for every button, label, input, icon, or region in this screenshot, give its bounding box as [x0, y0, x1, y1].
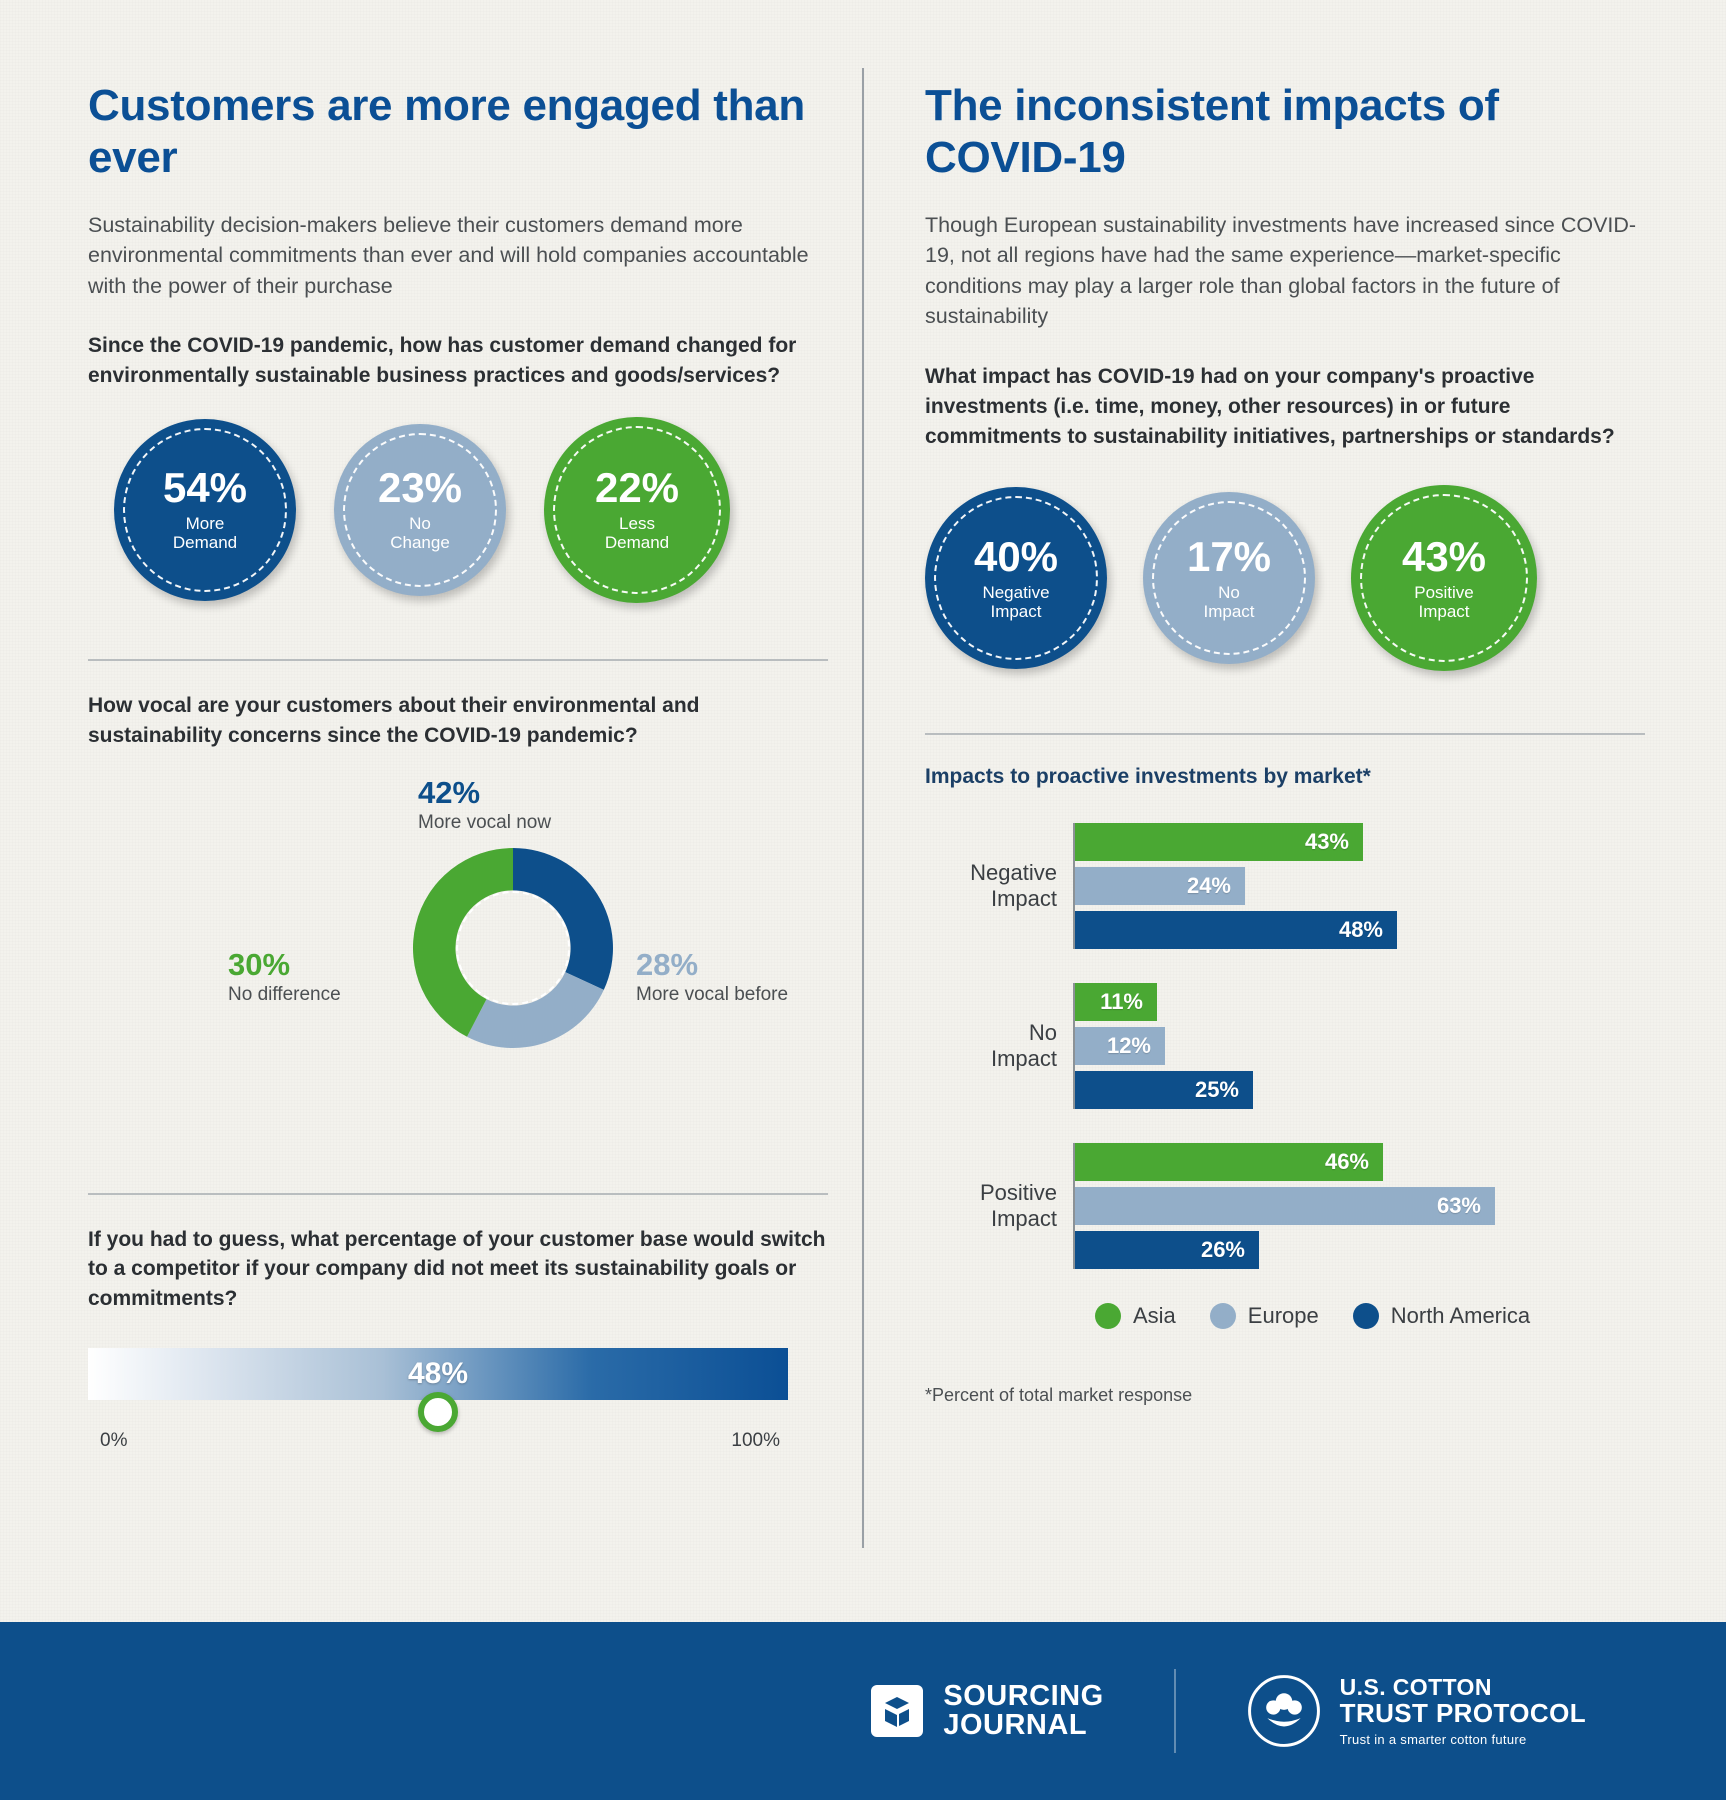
right-bubble-3 [1351, 485, 1537, 671]
legend-label: North America [1390, 1303, 1531, 1329]
left-column [88, 80, 828, 1454]
sourcing-journal-mark-icon [869, 1683, 925, 1739]
sourcing-journal-wordmark [943, 1682, 1103, 1740]
donut-label-more-vocal-now [418, 774, 552, 834]
left-question-2: How vocal are your customers about their environmental and sustainability concerns since the COVID-19 pandemic? [88, 693, 700, 747]
donut-value-top: 42% [418, 774, 481, 810]
left-bubble-1 [114, 419, 296, 601]
sj-line-1: SOURCING [943, 1680, 1104, 1712]
bar-value-label: 48% [1338, 917, 1383, 943]
bar-europe-3 [1075, 1187, 1495, 1225]
bar-group-3 [925, 1143, 1625, 1269]
left-question-1: Since the COVID-19 pandemic, how has customer demand changed for environmentally sustainable business practices and goods/services? [88, 334, 797, 388]
bar-europe-1 [1075, 867, 1245, 905]
us-cotton-trust-protocol-logo [1246, 1673, 1586, 1749]
left-bubble-2 [334, 424, 506, 596]
legend-item-europe [1210, 1303, 1319, 1329]
bar-value-label: 26% [1200, 1237, 1245, 1263]
donut-text-right: More vocal before [636, 983, 789, 1005]
legend-label: Asia [1133, 1303, 1176, 1329]
donut-chart [408, 843, 618, 1053]
left-bubble-3-label: Less Demand [604, 514, 670, 553]
bar-group-2 [925, 983, 1625, 1109]
bar-group-3-label: Positive Impact [979, 1179, 1057, 1232]
left-divider-1 [88, 659, 828, 661]
donut-text-top: More vocal now [418, 811, 552, 833]
cotton-boll-icon [1246, 1673, 1322, 1749]
cotton-line-2: TRUST PROTOCOL [1339, 1697, 1586, 1728]
left-question-3: If you had to guess, what percentage of your customer base would switch to a competitor if your company did not meet its sustainability goals or commitments? [88, 1227, 826, 1311]
bar-north-america-3 [1075, 1231, 1259, 1269]
legend-swatch-icon [1095, 1303, 1121, 1329]
right-intro-text: Though European sustainability investments have increased since COVID-19, not all regions have had the same experience—market-specific conditions may play a larger role than global factors in the future of sustainability [925, 212, 1637, 329]
bar-north-america-1 [1075, 911, 1397, 949]
bar-chart-footnote: *Percent of total market response [925, 1385, 1193, 1406]
bar-group-3-bars [1073, 1143, 1495, 1269]
left-bubble-3-value: 22% [594, 464, 680, 512]
cotton-tagline: Trust in a smarter cotton future [1339, 1731, 1527, 1747]
donut-value-right: 28% [636, 946, 699, 982]
bar-europe-2 [1075, 1027, 1165, 1065]
cotton-wordmark [1340, 1675, 1586, 1746]
sourcing-journal-logo [869, 1682, 1103, 1740]
right-bubble-1-value: 40% [973, 532, 1059, 580]
bar-value-label: 24% [1186, 873, 1231, 899]
left-divider-2 [88, 1193, 828, 1195]
bar-value-label: 12% [1106, 1033, 1151, 1059]
left-bubble-2-label: No Change [390, 514, 450, 553]
right-bubble-2-value: 17% [1186, 532, 1272, 580]
right-bubble-3-label: Positive Impact [1414, 582, 1474, 621]
left-bubble-group [114, 417, 828, 603]
donut-label-more-vocal-before [636, 946, 856, 1006]
right-bubble-3-value: 43% [1401, 532, 1487, 580]
bar-value-label: 43% [1304, 829, 1349, 855]
legend-swatch-icon [1353, 1303, 1379, 1329]
left-title: Customers are more engaged than ever [88, 81, 805, 182]
right-column [925, 80, 1645, 1406]
bar-group-2-label: No Impact [990, 1019, 1057, 1072]
legend-item-north-america [1353, 1303, 1530, 1329]
right-bubble-2 [1143, 492, 1315, 664]
legend-label: Europe [1247, 1303, 1319, 1329]
left-bubble-3 [544, 417, 730, 603]
right-bubble-group [925, 485, 1645, 671]
gauge-min-label: 0% [100, 1430, 128, 1452]
cotton-line-1: U.S. COTTON [1339, 1674, 1492, 1701]
bar-asia-3 [1075, 1143, 1383, 1181]
bar-value-label: 63% [1436, 1193, 1481, 1219]
gauge-max-label: 100% [731, 1430, 780, 1452]
right-divider-1 [925, 733, 1645, 735]
bar-chart [925, 823, 1625, 1269]
left-bubble-1-value: 54% [162, 464, 248, 512]
bar-group-1-label: Negative Impact [970, 859, 1057, 912]
bar-value-label: 25% [1194, 1077, 1239, 1103]
gauge-value: 48% [407, 1357, 469, 1391]
bar-chart-legend [1095, 1303, 1645, 1329]
bar-group-2-bars [1073, 983, 1253, 1109]
bar-value-label: 11% [1100, 989, 1143, 1015]
footer-bar [0, 1622, 1726, 1800]
bar-asia-1 [1075, 823, 1363, 861]
donut-text-left: No difference [228, 983, 341, 1005]
bar-north-america-2 [1075, 1071, 1253, 1109]
gauge-scale [88, 1430, 788, 1454]
donut-chart-wrapper [88, 774, 789, 1131]
left-intro-text: Sustainability decision-makers believe their customers demand more environmental commitments than ever and will hold companies accountable with the power of their purchase [88, 212, 809, 298]
right-bubble-2-label: No Impact [1203, 582, 1255, 621]
left-bubble-2-value: 23% [377, 464, 463, 512]
vertical-divider [862, 68, 864, 1548]
bar-group-1-bars [1073, 823, 1397, 949]
right-title: The inconsistent impacts of COVID-19 [925, 81, 1499, 182]
right-bubble-1-label: Negative Impact [982, 582, 1050, 621]
gauge-knob-icon [418, 1392, 458, 1432]
bar-chart-title: Impacts to proactive investments by market* [925, 765, 1371, 789]
donut-label-no-difference [228, 946, 408, 1006]
bar-group-1 [925, 823, 1625, 949]
right-question-1: What impact has COVID-19 had on your company's proactive investments (i.e. time, money, other resources) in or future commitments to sustainability initiatives, partnerships or standards? [925, 364, 1615, 448]
gauge-wrapper [88, 1348, 788, 1454]
donut-value-left: 30% [228, 946, 291, 982]
bar-value-label: 46% [1324, 1149, 1369, 1175]
left-bubble-1-label: More Demand [172, 514, 238, 553]
right-bubble-1 [925, 487, 1107, 669]
bar-asia-2 [1075, 983, 1157, 1021]
legend-swatch-icon [1210, 1303, 1236, 1329]
sj-line-2: JOURNAL [943, 1709, 1088, 1741]
footer-separator [1174, 1669, 1176, 1753]
legend-item-asia [1095, 1303, 1176, 1329]
